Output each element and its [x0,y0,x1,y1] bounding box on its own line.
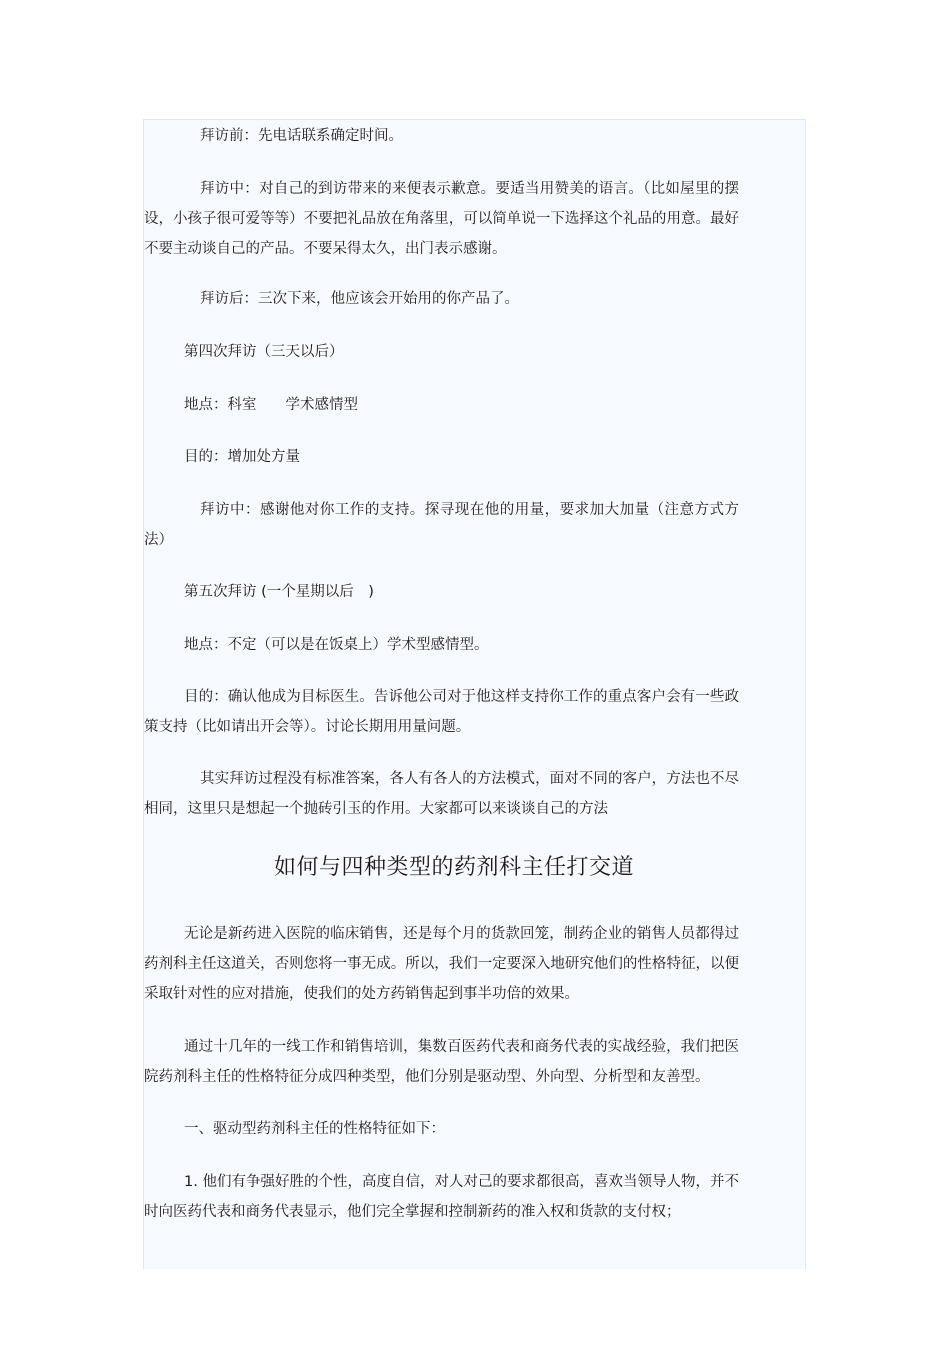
paragraph: 无论是新药进入医院的临床销售，还是每个月的货款回笼，制药企业的销售人员都得过药剂科主任这道关，否则您将一事无成。所以，我们一定要深入地研究他们的性格特征，以便采取针对性的应对措施，使我们的处方药销售起到事半功倍的效果。 [144,926,739,1002]
paragraph: 1. 他们有争强好胜的个性，高度自信，对人对己的要求都很高，喜欢当领导人物，并不时向医药代表和商务代表显示，他们完全掌握和控制新药的准入权和货款的支付权； [144,1174,739,1220]
paragraph: 拜访中：感谢他对你工作的支持。探寻现在他的用量，要求加大加量（注意方式方法） [144,502,739,548]
paragraph: 拜访后：三次下来，他应该会开始用的你产品了。 [200,291,519,307]
paragraph: 通过十几年的一线工作和销售培训，集数百医药代表和商务代表的实战经验，我们把医院药剂科主任的性格特征分成四种类型，他们分别是驱动型、外向型、分析型和友善型。 [144,1039,739,1085]
paragraph: 地点：不定（可以是在饭桌上）学术型感情型。 [184,637,489,653]
paragraph: 第四次拜访（三天以后） [184,344,344,360]
paragraph: 其实拜访过程没有标准答案，各人有各人的方法模式，面对不同的客户，方法也不尽相同，这里只是想起一个抛砖引玉的作用。大家都可以来谈谈自己的方法 [144,771,739,817]
paragraph: 拜访前：先电话联系确定时间。 [200,128,403,144]
paragraph: 拜访中：对自己的到访带来的来便表示歉意。要适当用赞美的语言。（比如屋里的摆设，小孩子很可爱等等）不要把礼品放在角落里，可以简单说一下选择这个礼品的用意。最好不要主动谈自己的产品。不要呆得太久，出门表示感谢。 [144,181,739,257]
document-panel [143,119,806,1269]
paragraph: 第五次拜访 (一个星期以后 ) [184,584,374,600]
paragraph: 地点：科室 学术感情型 [184,397,358,413]
section-heading: 如何与四种类型的药剂科主任打交道 [273,855,634,880]
paragraph: 目的：增加处方量 [184,449,300,465]
paragraph: 一、驱动型药剂科主任的性格特征如下： [184,1121,445,1137]
paragraph: 目的：确认他成为目标医生。告诉他公司对于他这样支持你工作的重点客户会有一些政策支持（比如请出开会等）。讨论长期用用量问题。 [144,689,739,735]
